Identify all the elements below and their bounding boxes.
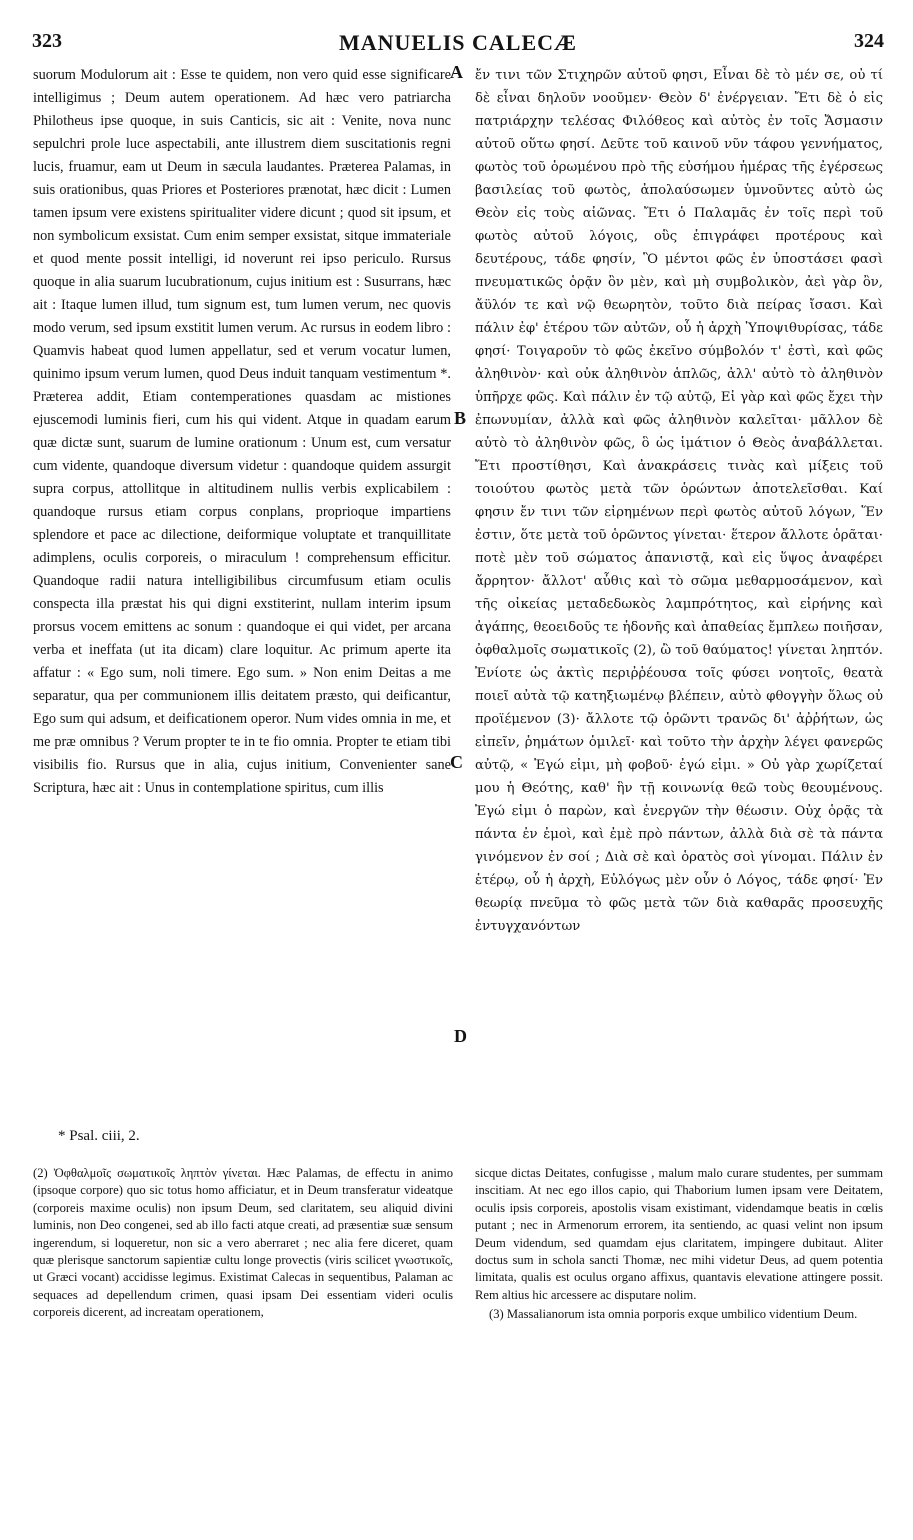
section-marker-b: B: [454, 408, 467, 428]
running-title: MANUELIS CALECÆ: [338, 30, 578, 55]
page-header: [30, 30, 886, 64]
section-marker-d: D: [454, 1026, 467, 1046]
section-marker-c: C: [450, 752, 463, 772]
footnote-left-column: [33, 1165, 453, 1520]
footnote-right-column: [475, 1165, 883, 1520]
latin-text: suorum Modulorum ait : Esse te quidem, non vero quid esse significare intelligimus ; Deum autem operationem. Ad hæc vero patriarcha Philotheus ipse quoque, in suis Canticis, sic ait : Venite, nova nunc sepulchri prole luce aspectabili, ante illustrem diem suscitationis regni lucis, fruamur, eam ut Deum in sæcula laudantes. Præterea Palamas, in suis orationibus, quas Priores et Posteriores prænotat, hæc dicit : Lumen tamen ipsum vere existens spiritualiter videre dicunt ; quod sit ipsum, et non symbolicum exsistat. Cum enim semper exsistat, sitque immateriale et quod mente possit intelligi, id noverunt rei ipso periculo. Rursus quoque in alia suarum lucubrationum, cujus initium est : Susurrans, hæc ait : Itaque lumen illud, tum signum est, tum lumen verum, nec quovis modo verum, sed ipsum exstitit lumen verum. Ac rursus in eodem libro : Quamvis habeat quod lumen appellatur, sed et verum vocatur lumen, quinimo ipsum verum lumen, quod Deus induit tanquam vestimentum *. Præterea addit, Etiam contemperationes quasdam ac mistiones ejuscemodi luminis fieri, cum his qui vident. Atque in quadam earum quæ dictæ sunt, suarum de lumine orationum : Unum est, cum versatur cum vidente, quandoque diversum videtur : quandoque quidem assurgit supra corpus, attollitque in altitudinem nullis verbis explicabilem : quandoque rursus etiam corpus conplans, proprioque impartiens splendore et pace ac dilectione, deiformique voluptate et tranquillitate adimplens, oculis corporeis, o miraculum ! comprehensum efficitur. Quandoque radii natura intelligibilibus circumfusum etiam oculis conspecta illa præstat his qui digni exstiterint, nullam interim ipsum prorsus vocem emittens ac sonum : quandoque ei qui videt, per arcana verba et ineffata (ut ita dicam) clare loquitur. Ac primum aperte ita affatur : « Ego sum, noli timere. Ego sum. » Non enim Deitas a me separatur, qua per communionem illis deitatem præsto, qui deificantur, Ego sum qui adsum, et deificationem operor. Num vides omnia in me, et me præ omnibus ? Verum propter te in te fio omnia. Propter te etiam tibi visibilis fio. Rursus que in alia, cujus initium, Convenienter sane Scriptura, hæc ait : Unus in contemplatione spiritus, cum illis: [33, 67, 451, 796]
footnote-3-text: (3) Massalianorum ista omnia porporis exque umbilico videntium Deum.: [489, 1307, 858, 1322]
section-marker-a: A: [450, 62, 463, 82]
latin-column: [33, 64, 451, 1124]
greek-text: ἔν τινι τῶν Στιχηρῶν αὐτοῦ φησι, Εἶναι δὲ τὸ μέν σε, οὐ τί δὲ εἶναι δηλοῦν νοοῦμεν· Θεὸν δ' ἐνέργειαν. Ἔτι δὲ ὁ εἰς πατριάρχην τελέσας Φιλόθεος καὶ αὐτὸς ἐν τοῖς Ἄσμασιν αὐτοῦ οὕτω φησί. Δεῦτε τοῦ καινοῦ νῦν τάφου γεννήματος, φωτὸς τοῦ ὁρωμένου πρὸ τῆς εὐσήμου ἡμέρας τῆς ἐγέρσεως βασιλείας τοῦ φωτὸς, ἀπολαύσωμεν ὑμνοῦντες αὐτὸ ὡς Θεὸν εἰς τοὺς αἰῶνας. Ἔτι ὁ Παλαμᾶς ἐν τοῖς περὶ τοῦ φωτὸς αὐτοῦ λόγοις, οὓς ἐπιγράφει προτέρους καὶ δευτέρους, τάδε φησίν, Ὃ μέντοι φῶς ἐν ὑποστάσει φασὶ πνευματικῶς ὁρᾷν ὂν μὲν, καὶ μὴ συμβολικὸν, ἀεὶ γὰρ ὂν, ἄϋλόν τε καὶ νῷ θεωρητὸν, τοῦτο διὰ πείρας ἴσασι. Καὶ πάλιν ἐφ' ἑτέρου τῶν αὐτῶν, οὗ ἡ ἀρχὴ Ὑποψιθυρίσας, τάδε φησί· Τοιγαροῦν τὸ φῶς ἐκεῖνο σύμβολόν τ' ἐστὶ, καὶ φῶς ἀληθινὸν· καὶ οὐκ ἀληθινὸν ἁπλῶς, ἀλλ' αὐτὸ τὸ ἀληθινὸν ὑπῆρχε φῶς. Καὶ πάλιν ἐν τῷ αὐτῷ, Εἰ γὰρ καὶ φῶς ἔχει τὴν ἐπωνυμίαν, ἀλλὰ καὶ φῶς ἀληθινὸν καλεῖται· μᾶλλον δὲ αὐτὸ τὸ ἀληθινὸν φῶς, ὃ ὡς ἱμάτιον ὁ Θεὸς ἀναβάλλεται. Ἔτι προστίθησι, Καὶ ἀνακράσεις τινὰς καὶ μίξεις τοῦ τοιούτου φωτὸς μετὰ τῶν ὁρώντων ἀποτελεῖσθαι. Καί φησιν ἔν τινι τῶν εἰρημένων περὶ φωτὸς αὐτοῦ λόγων, Ἕν ἐστιν, ὅτε μετὰ τοῦ ὁρῶντος γίνεται· ἕτερον ἄλλοτε ὁρᾶται· ποτὲ μὲν τοῦ σώματος ἀπανιστᾷ, καὶ εἰς ὕψος ἀναφέρει ἄρρητον· ἄλλοτ' αὖθις καὶ τὸ σῶμα μεθαρμοσάμενον, καὶ τῆς οἰκείας μεταδεδωκὸς λαμπρότητος, καὶ εἰρήνης καὶ ἀγάπης, θεοειδοῦς τε ἡδονῆς καὶ ἀπαθείας ἔμπλεω ποιῆσαν, ὀφθαλμοῖς σωματικοῖς (2), ὢ τοῦ θαύματος! γίνεται ληπτόν. Ἐνίοτε ὡς ἀκτὶς περιῤῥέουσα τοῖς φύσει νοητοῖς, θεατὰ ποιεῖ αὐτὰ τῷ κατηξιωμένῳ βλέπειν, αὐτὸ φθογγὴν ὅλως οὐ προϊέμενον (3)· ἄλλοτε τῷ ὁρῶντι τρανῶς δι' ἀῤῥήτων, ὡς εἰπεῖν, ῥημάτων ὁμιλεῖ· καὶ τοῦτο τὴν ἀρχὴν λέγει φανερῶς αὐτῷ, « Ἐγώ εἰμι, μὴ φοβοῦ· ἐγώ εἰμι. » Οὐ γὰρ χωρίζεταί μου ἡ Θεότης, καθ' ἣν τῇ κοινωνίᾳ θεῶ τοὺς θεουμένους. Ἐγώ εἰμι ὁ παρὼν, καὶ ἐνεργῶν τὴν θέωσιν. Οὐχ ὁρᾷς τὰ πάντα ἐν ἐμοὶ, καὶ ἐμὲ πρὸ πάντων, ἀλλὰ διὰ σὲ τὰ πάντα γινόμενον ἐν σοί ; Διὰ σὲ καὶ ὁρατὸς σοὶ γίνομαι. Πάλιν ἐν ἑτέρῳ, οὗ ἡ ἀρχὴ, Εὐλόγως μὲν οὖν ὁ Λόγος, τάδε φησί· Ἐν θεωρίᾳ πνεῦμα τὸ φῶς μετὰ τῶν διὰ καθαρᾶς προσευχῆς ἐντυγχανόντων: [475, 68, 883, 934]
footnote-2-text: (2) Ὀφθαλμοῖς σωματικοῖς ληπτὸν γίνεται. Hæc Palamas, de effectu in animo (ipsoque corpore) quo sic totus homo afficiatur, et in Deum transferatur videatque (corporeis maxime oculis) non ipsum Deum, sed claritatem, seu aliquid divini luminis, non Deo congenei, sed ab illo facti atque creati, ad præsentiæ suæ sensum ingerendum, si loqueretur, non sic a vero aberraret ; nec alia fere diceret, quam quæ plerisque sanctorum sapientiæ cultu longe provectis (viris scilicet γνωστικοῖς, ut Græci vocant) accidisse legimus. Existimat Calecas in sequentibus, Palaman ac sequaces ad depellendum crimen, quasi ipsam Dei essentiam videri oculis corporeis dicerent, ad increatam operationem,: [33, 1166, 453, 1320]
greek-column: [475, 64, 883, 1124]
footnote-2-continued: sicque dictas Deitates, confugisse , malum malo curare studentes, per summam inscitiam. At nec ego illos capio, qui Thaborium lumen ipsam vere Deitatem, oculis ipsis corporeis, apostolis visam existimant, videndamque beatis in cœlis putant ; nec in Armenorum errorem, ita sentiendo, ac quasi velint non ipsum Deum videndum, sed quamdam ejus claritatem, impingere dubitaut. Aliter doctus sum in schola sancti Thomæ, nec mihi videtur Deus, ad quem potentia limitata, qualis est oculus organo affixus, quantavis elevatione attingere possit. Rem altius hic arcessere ac disputare nolim.: [475, 1166, 883, 1302]
page-number-left: 323: [32, 30, 62, 52]
page-number-right: 324: [854, 30, 884, 52]
footnote-star: * Psal. ciii, 2.: [58, 1128, 140, 1144]
